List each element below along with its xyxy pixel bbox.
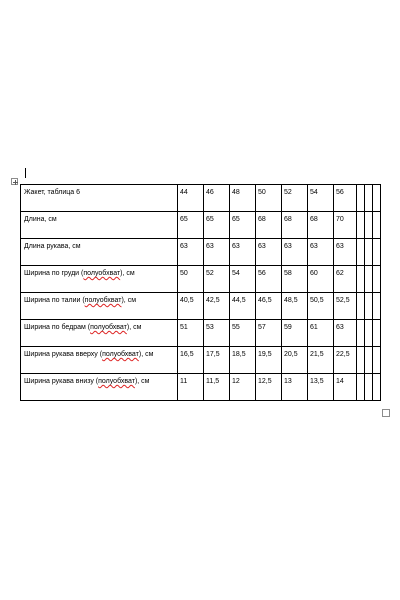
row-label-cell[interactable] bbox=[21, 374, 178, 401]
empty-cell[interactable] bbox=[365, 266, 373, 293]
empty-cell[interactable] bbox=[373, 212, 381, 239]
size-value: 44 bbox=[180, 189, 188, 196]
row-label-text: ), см bbox=[126, 324, 142, 331]
measurement-value: 63 bbox=[310, 243, 318, 250]
value-cell[interactable] bbox=[334, 347, 357, 374]
row-label-text: ), см bbox=[120, 270, 135, 277]
value-cell[interactable] bbox=[308, 239, 334, 266]
size-value: 46 bbox=[206, 189, 214, 196]
measurement-value: 57 bbox=[258, 324, 266, 331]
measurement-value: 21,5 bbox=[310, 351, 324, 358]
table-row bbox=[21, 320, 381, 347]
size-cell[interactable] bbox=[334, 185, 357, 212]
measurement-value: 12,5 bbox=[258, 378, 272, 385]
value-cell[interactable] bbox=[230, 374, 256, 401]
row-label-cell[interactable] bbox=[21, 266, 178, 293]
table-resize-handle[interactable] bbox=[382, 409, 390, 417]
measurement-value: 50 bbox=[180, 270, 188, 277]
empty-cell[interactable] bbox=[357, 266, 365, 293]
value-cell[interactable] bbox=[178, 212, 204, 239]
table-title: Жакет, таблица 6 bbox=[24, 189, 81, 196]
empty-cell[interactable] bbox=[357, 293, 365, 320]
row-label bbox=[24, 347, 177, 359]
measurement-value: 59 bbox=[284, 324, 292, 331]
value-cell[interactable] bbox=[334, 266, 357, 293]
row-label-text: ), см bbox=[134, 378, 150, 385]
row-label-cell[interactable] bbox=[21, 293, 178, 320]
row-label-cell[interactable] bbox=[21, 239, 178, 266]
value-cell[interactable] bbox=[308, 374, 334, 401]
value-cell[interactable] bbox=[308, 347, 334, 374]
table-row bbox=[21, 185, 381, 212]
spellcheck-marked-word: полуобхват bbox=[102, 351, 139, 358]
measurement-value: 52 bbox=[206, 270, 214, 277]
measurement-value: 60 bbox=[310, 270, 318, 277]
measurement-value: 68 bbox=[284, 216, 292, 223]
value-cell[interactable] bbox=[256, 374, 282, 401]
row-label bbox=[24, 320, 177, 332]
value-cell[interactable] bbox=[308, 266, 334, 293]
measurement-value: 20,5 bbox=[284, 351, 298, 358]
measurement-value: 13 bbox=[284, 378, 292, 385]
empty-cell[interactable] bbox=[365, 185, 373, 212]
value-cell[interactable] bbox=[204, 212, 230, 239]
value-cell[interactable] bbox=[308, 320, 334, 347]
value-cell[interactable] bbox=[282, 293, 308, 320]
row-label-text: ), см bbox=[138, 351, 154, 358]
measurement-value: 63 bbox=[232, 243, 240, 250]
value-cell[interactable] bbox=[204, 347, 230, 374]
value-cell[interactable] bbox=[204, 320, 230, 347]
value-cell[interactable] bbox=[334, 320, 357, 347]
table-move-handle-icon[interactable] bbox=[11, 178, 18, 185]
empty-cell[interactable] bbox=[373, 185, 381, 212]
table-row bbox=[21, 293, 381, 320]
measurement-value: 58 bbox=[284, 270, 292, 277]
value-cell[interactable] bbox=[282, 347, 308, 374]
size-cell[interactable] bbox=[308, 185, 334, 212]
empty-cell[interactable] bbox=[365, 374, 373, 401]
value-cell[interactable] bbox=[204, 239, 230, 266]
value-cell[interactable] bbox=[334, 374, 357, 401]
value-cell[interactable] bbox=[178, 320, 204, 347]
measurement-value: 19,5 bbox=[258, 351, 272, 358]
text-cursor bbox=[25, 168, 26, 178]
measurement-value: 63 bbox=[284, 243, 292, 250]
value-cell[interactable] bbox=[204, 293, 230, 320]
spellcheck-marked-word: полуобхват bbox=[98, 378, 135, 385]
spellcheck-marked-word: полуобхват bbox=[90, 324, 127, 331]
value-cell[interactable] bbox=[282, 374, 308, 401]
value-cell[interactable] bbox=[178, 347, 204, 374]
table-row bbox=[21, 374, 381, 401]
row-label-text: Ширина по талии ( bbox=[24, 297, 85, 304]
row-label-cell[interactable] bbox=[21, 347, 178, 374]
value-cell[interactable] bbox=[230, 293, 256, 320]
value-cell[interactable] bbox=[334, 212, 357, 239]
measurement-value: 48,5 bbox=[284, 297, 298, 304]
row-label-text: Ширина рукава вверху ( bbox=[24, 351, 103, 358]
empty-cell[interactable] bbox=[373, 320, 381, 347]
value-cell[interactable] bbox=[334, 293, 357, 320]
value-cell[interactable] bbox=[204, 266, 230, 293]
empty-cell[interactable] bbox=[373, 266, 381, 293]
value-cell[interactable] bbox=[308, 212, 334, 239]
measurement-value: 13,5 bbox=[310, 378, 324, 385]
value-cell[interactable] bbox=[334, 239, 357, 266]
value-cell[interactable] bbox=[178, 293, 204, 320]
empty-cell[interactable] bbox=[365, 293, 373, 320]
measurement-value: 62 bbox=[336, 270, 344, 277]
empty-cell[interactable] bbox=[357, 347, 365, 374]
empty-cell[interactable] bbox=[373, 239, 381, 266]
empty-cell[interactable] bbox=[365, 347, 373, 374]
measurement-value: 18,5 bbox=[232, 351, 246, 358]
measurement-value: 68 bbox=[310, 216, 318, 223]
value-cell[interactable] bbox=[178, 374, 204, 401]
value-cell[interactable] bbox=[178, 239, 204, 266]
measurement-value: 11 bbox=[180, 378, 188, 385]
value-cell[interactable] bbox=[256, 239, 282, 266]
size-value: 48 bbox=[232, 189, 240, 196]
measurement-value: 16,5 bbox=[180, 351, 194, 358]
size-value: 50 bbox=[258, 189, 266, 196]
measurement-value: 63 bbox=[180, 243, 188, 250]
measurement-value: 61 bbox=[310, 324, 318, 331]
size-cell[interactable] bbox=[282, 185, 308, 212]
row-label: Длина рукава, см bbox=[24, 243, 81, 250]
value-cell[interactable] bbox=[230, 239, 256, 266]
size-cell[interactable] bbox=[204, 185, 230, 212]
row-label bbox=[24, 293, 177, 305]
measurement-value: 22,5 bbox=[336, 351, 350, 358]
measurement-value: 53 bbox=[206, 324, 214, 331]
empty-cell[interactable] bbox=[365, 320, 373, 347]
empty-cell[interactable] bbox=[357, 239, 365, 266]
measurement-value: 51 bbox=[180, 324, 188, 331]
row-label-cell[interactable] bbox=[21, 212, 178, 239]
value-cell[interactable] bbox=[230, 212, 256, 239]
measurement-value: 65 bbox=[206, 216, 214, 223]
measurement-value: 11,5 bbox=[206, 378, 220, 385]
row-label: Длина, см bbox=[24, 216, 57, 223]
measurement-value: 54 bbox=[232, 270, 240, 277]
value-cell[interactable] bbox=[230, 347, 256, 374]
row-label-cell[interactable] bbox=[21, 320, 178, 347]
table-row bbox=[21, 347, 381, 374]
value-cell[interactable] bbox=[230, 320, 256, 347]
spellcheck-marked-word: полуобхват bbox=[83, 270, 121, 277]
size-value: 52 bbox=[284, 189, 292, 196]
size-table bbox=[20, 184, 381, 401]
measurement-value: 44,5 bbox=[232, 297, 246, 304]
value-cell[interactable] bbox=[282, 320, 308, 347]
row-label-text: Ширина по груди ( bbox=[24, 270, 84, 277]
measurement-value: 56 bbox=[258, 270, 266, 277]
size-value: 54 bbox=[310, 189, 318, 196]
measurement-value: 65 bbox=[232, 216, 240, 223]
measurement-value: 12 bbox=[232, 378, 240, 385]
measurement-value: 17,5 bbox=[206, 351, 220, 358]
empty-cell[interactable] bbox=[357, 185, 365, 212]
measurement-value: 46,5 bbox=[258, 297, 272, 304]
value-cell[interactable] bbox=[308, 293, 334, 320]
measurement-value: 63 bbox=[336, 243, 344, 250]
measurement-value: 68 bbox=[258, 216, 266, 223]
empty-cell[interactable] bbox=[365, 239, 373, 266]
table-row bbox=[21, 239, 381, 266]
row-label bbox=[24, 266, 177, 278]
measurement-value: 42,5 bbox=[206, 297, 220, 304]
table-row bbox=[21, 266, 381, 293]
empty-cell[interactable] bbox=[373, 293, 381, 320]
value-cell[interactable] bbox=[204, 374, 230, 401]
row-label-text: ), см bbox=[121, 297, 137, 304]
empty-cell[interactable] bbox=[373, 347, 381, 374]
value-cell[interactable] bbox=[282, 212, 308, 239]
size-cell[interactable] bbox=[230, 185, 256, 212]
empty-cell[interactable] bbox=[357, 212, 365, 239]
measurement-value: 14 bbox=[336, 378, 344, 385]
measurement-value: 63 bbox=[206, 243, 214, 250]
measurement-value: 40,5 bbox=[180, 297, 194, 304]
measurement-value: 52,5 bbox=[336, 297, 350, 304]
value-cell[interactable] bbox=[282, 239, 308, 266]
value-cell[interactable] bbox=[178, 266, 204, 293]
measurement-value: 63 bbox=[258, 243, 266, 250]
size-cell[interactable] bbox=[256, 185, 282, 212]
measurement-value: 70 bbox=[336, 216, 344, 223]
row-label-text: Ширина рукава внизу ( bbox=[24, 378, 99, 385]
row-label-text: Ширина по бедрам ( bbox=[24, 324, 91, 331]
size-value: 56 bbox=[336, 189, 344, 196]
measurement-value: 55 bbox=[232, 324, 240, 331]
table-title-cell[interactable] bbox=[21, 185, 178, 212]
size-cell[interactable] bbox=[178, 185, 204, 212]
empty-cell[interactable] bbox=[365, 212, 373, 239]
value-cell[interactable] bbox=[256, 293, 282, 320]
measurement-value: 65 bbox=[180, 216, 188, 223]
empty-cell[interactable] bbox=[357, 320, 365, 347]
value-cell[interactable] bbox=[256, 320, 282, 347]
spellcheck-marked-word: полуобхват bbox=[84, 297, 122, 304]
measurement-value: 50,5 bbox=[310, 297, 324, 304]
empty-cell[interactable] bbox=[373, 374, 381, 401]
empty-cell[interactable] bbox=[357, 374, 365, 401]
value-cell[interactable] bbox=[256, 347, 282, 374]
value-cell[interactable] bbox=[282, 266, 308, 293]
table-row bbox=[21, 212, 381, 239]
measurement-value: 63 bbox=[336, 324, 344, 331]
value-cell[interactable] bbox=[230, 266, 256, 293]
value-cell[interactable] bbox=[256, 212, 282, 239]
value-cell[interactable] bbox=[256, 266, 282, 293]
size-table-body bbox=[21, 185, 381, 401]
row-label bbox=[24, 374, 177, 386]
